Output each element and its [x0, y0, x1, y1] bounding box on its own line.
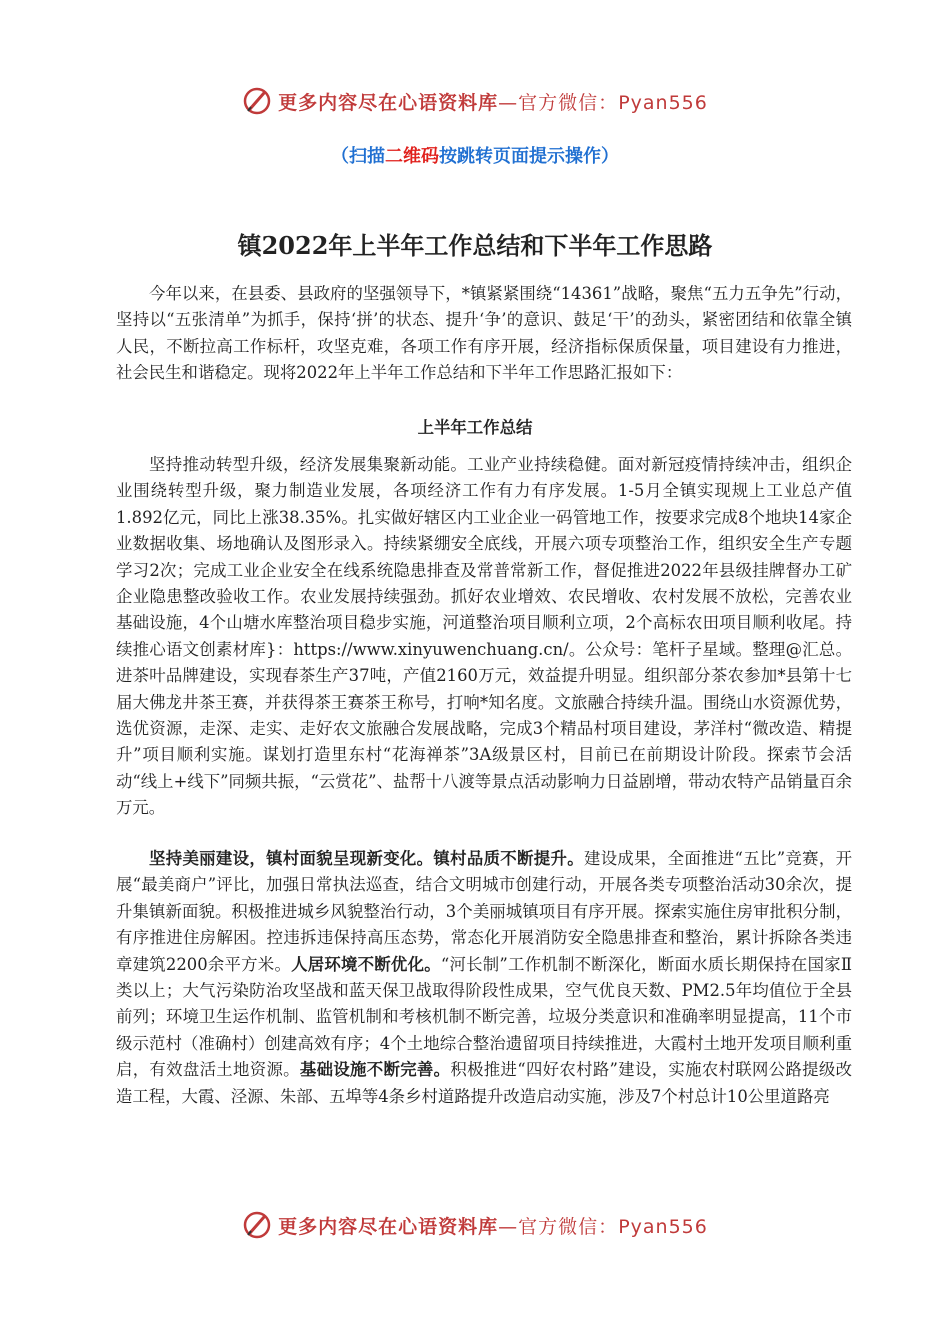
text-2: “河长制”工作机制不断深化，断面水质长期保持在国家Ⅱ类以上；大气污染防治攻坚战和蓝天保卫战取得阶段性成果，空气优良天数、PM2.5年均值位于全县前列；环境卫生运作机制、监管机制和考核机制不断完善，垃圾分类意识和准确率明显提高，11个市级示范村（准确村）创建高效有序；4个土地综合整治遗留项目持续推进，大霞村土地开发项目顺利重启，有效盘活土地资源。: [116, 954, 852, 1080]
bold-lead-1: 坚持美丽建设，镇村面貌呈现新变化。镇村品质不断提升。: [149, 849, 584, 868]
scan-instruction: （扫描二维码按跳转页面提示操作）: [331, 146, 619, 167]
banner-text: 更多内容尽在心语资料库—官方微信：Pyan556: [278, 91, 708, 114]
footer-banner: [0, 1210, 950, 1240]
bold-lead-3: 基础设施不断完善。: [299, 1060, 451, 1080]
bold-lead-2: 人居环境不断优化。: [291, 954, 441, 974]
section-heading: 上半年工作总结: [417, 418, 533, 437]
document-title: 镇2022年上半年工作总结和下半年工作思路: [237, 231, 713, 260]
text-3: 积极推进“四好农村路”建设，实施农村联网公路提级改造工程，大霞、泾源、朱部、五埠等4条乡村道路提升改造启动实施，涉及7个村总计10公里道路亮: [116, 1060, 852, 1106]
pen-logo-icon: [242, 86, 272, 116]
pen-logo-icon: [242, 1210, 272, 1240]
construction-paragraph: [116, 846, 852, 1110]
text-1: 建设成果，全面推进“五比”竞赛，开展“最美商户”评比，加强日常执法巡查，结合文明城市创建行动，开展各类专项整治活动30余次，提升集镇新面貌。积极推进城乡风貌整治行动，3个美丽城镇项目有序开展。探索实施住房审批积分制，有序推进住房解困。控违拆违保持高压态势，常态化开展消防安全隐患排查和整治，累计拆除各类违章建筑2200余平方米。: [116, 849, 853, 974]
economy-paragraph: 坚持推动转型升级，经济发展集聚新动能。工业产业持续稳健。面对新冠疫情持续冲击，组织企业围绕转型升级，聚力制造业发展，各项经济工作有力有序发展。1-5月全镇实现规上工业总产值1.892亿元，同比上涨38.35%。扎实做好辖区内工业企业一码管地工作，按要求完成8个地块14家企业数据收集、场地确认及图形录入。持续紧绷安全底线，开展六项专项整治工作，组织安全生产专题学习2次；完成工业企业安全在线系统隐患排查及常普常新工作，督促推进2022年县级挂牌督办工矿企业隐患整改验收工作。农业发展持续强劲。抓好农业增效、农民增收、农村发展不放松，完善农业基础设施，4个山塘水库整治项目稳步实施，河道整治项目顺利立项，2个高标农田项目顺利收尾。持续推心语文创素材库}：https://www.xinyuwenchuang.cn/。公众号：笔杆子星域。整理@汇总。进茶叶品牌建设，实现春茶生产37吨，产值2160万元，效益提升明显。组织部分茶农参加*县第十七届大佛龙井茶王赛，并获得茶王赛茶王称号，打响*知名度。文旅融合持续升温。围绕山水资源优势，选优资源，走深、走实、走好农文旅融合发展战略，完成3个精品村项目建设，茅洋村“微改造、精提升”项目顺利实施。谋划打造里东村“花海禅茶”3A级景区村，目前已在前期设计阶段。探索节会活动“线上+线下”同频共振，“云赏花”、盐帮十八渡等景点活动影响力日益剧增，带动农特产品销量百余万元。: [116, 455, 852, 818]
intro-paragraph: 今年以来，在县委、县政府的坚强领导下，*镇紧紧围绕“14361”战略，聚焦“五力五争先”行动，坚持以“五张清单”为抓手，保持‘拼’的状态、提升‘争’的意识、鼓足‘干’的劲头，紧密团结和依靠全镇人民，不断拉高工作标杆，攻坚克难，各项工作有序开展，经济指标保质保量，项目建设有力推进，社会民生和谐稳定。现将2022年上半年工作总结和下半年工作思路汇报如下：: [116, 284, 852, 383]
banner-text: 更多内容尽在心语资料库—官方微信：Pyan556: [278, 1215, 708, 1238]
header-banner: [0, 86, 950, 116]
